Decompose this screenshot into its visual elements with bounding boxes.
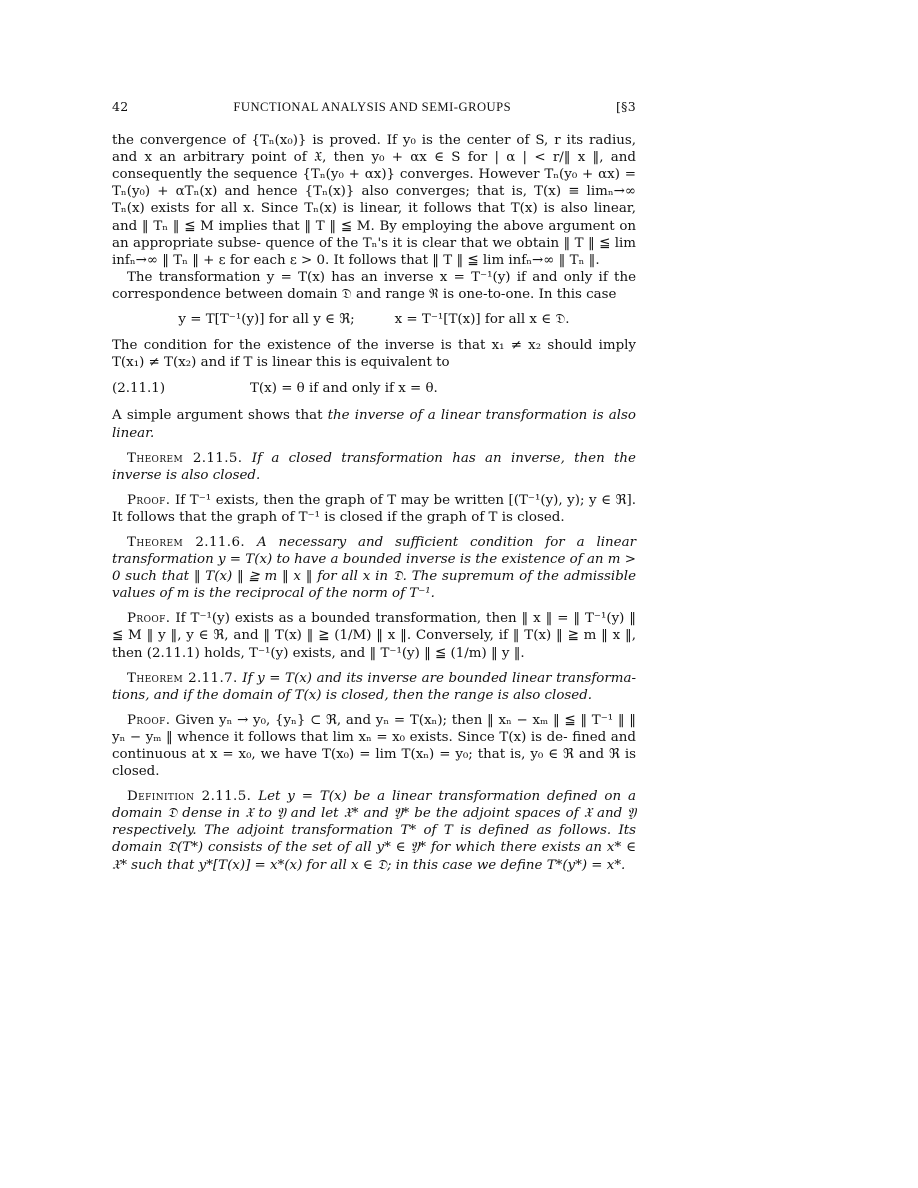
running-title: FUNCTIONAL ANALYSIS AND SEMI-GROUPS — [233, 100, 512, 114]
theorem-line: m ‖ x ‖ for all x in 𝔇. The supremum of the admissible values of m is the reciprocal — [112, 569, 636, 602]
text-line: and ℜ is closed. — [112, 747, 636, 780]
text-line: correspondence between domain 𝔇 and range ℜ is one-to-one. In this case — [112, 286, 617, 302]
italic-statement: the inverse of a linear transformation is also linear. — [112, 408, 636, 441]
text-line: The transformation y = T(x) has an inverse x = T⁻¹(y) if and only if the — [127, 269, 636, 285]
text-line: Since Tₙ(x) is linear, it follows that T(x) is also linear, and ‖ Tₙ ‖ ≦ M implies — [112, 201, 636, 234]
text-line: ‖ T⁻¹ ‖ ‖ yₙ − yₘ ‖ whence it follows that lim xₙ = x₀ exists. Since T(x) is de- — [112, 712, 636, 745]
theorem-line: A necessary and sufficient condition for a linear transformation — [112, 534, 636, 568]
text-line: ‖ T(x) ‖ ≧ m ‖ x ‖, then (2.11.1) holds, T⁻¹(y) exists, and ‖ T⁻¹(y) ‖ ≦ — [112, 628, 637, 661]
text-line: The condition for the existence of the inverse is that x₁ ≠ x₂ should imply — [112, 338, 636, 354]
theorem-label: Theorem 2.11.5. — [127, 450, 243, 466]
proof-block — [112, 610, 636, 661]
theorem-2-11-7 — [112, 670, 636, 704]
theorem-line: If y = T(x) and its inverse are bounded linear transforma- — [242, 670, 636, 686]
book-page — [112, 98, 636, 874]
theorem-label: Theorem 2.11.7. — [127, 670, 238, 686]
theorem-line: of the norm of T⁻¹. — [308, 586, 435, 602]
definition-line: The adjoint transformation T* of T is defined as follows. Its domain 𝔇(T*) consists — [112, 823, 636, 856]
paragraph-convergence — [112, 132, 636, 269]
text-line: the sequence {Tₙ(y₀ + αx)} converges. However Tₙ(y₀ + αx) = Tₙ(y₀) + αTₙ(x) — [112, 167, 636, 200]
proof-label: Proof. — [127, 492, 171, 508]
paragraph-simple-argument — [112, 407, 636, 441]
paragraph-inverse — [112, 269, 636, 303]
display-equation — [112, 311, 636, 328]
section-marker: [§3 — [616, 99, 636, 114]
definition-line: 𝔇 dense in 𝔛 to 𝔜 and let 𝔛* and 𝔜* be the adjoint spaces of 𝔛 and 𝔜 respectively. — [112, 806, 636, 839]
theorem-2-11-5 — [112, 450, 636, 484]
theorem-line: tions, and if the domain of T(x) is closed, then the range is also closed. — [112, 687, 593, 703]
paragraph-condition — [112, 337, 636, 371]
theorem-line: also closed. — [181, 467, 261, 483]
page-number: 42 — [112, 99, 129, 114]
text-line: an arbitrary point of 𝔛, then y₀ + αx ∈ S for | α | < r/‖ x ‖, and consequently — [112, 150, 636, 183]
definition-2-11-5 — [112, 788, 636, 873]
theorem-line: If a closed transformation has an inverse, then the inverse is — [112, 450, 636, 483]
text-line: T(x₁) ≠ T(x₂) and if T is linear this is equivalent to — [112, 355, 450, 371]
text-line: Given yₙ → y₀, {yₙ} ⊂ ℜ, and yₙ = T(xₙ); then ‖ xₙ − xₘ ‖ ≦ — [175, 712, 576, 728]
theorem-label: Theorem 2.11.6. — [127, 534, 246, 550]
proof-label: Proof. — [127, 611, 171, 627]
text-line: that ‖ T ‖ ≦ M. By employing the above argument on an appropriate subse- — [112, 218, 636, 251]
definition-line: of the set of all y* ∈ 𝔜* for which there exists an x* ∈ 𝔛* such that y*[T(x)] = — [112, 840, 636, 873]
text-line: each ε > 0. It follows that ‖ T ‖ ≦ lim infₙ→∞ ‖ Tₙ ‖. — [253, 252, 600, 268]
theorem-2-11-6 — [112, 534, 636, 602]
text-line: If T⁻¹ exists, then the graph of T may be written [(T⁻¹(y), y); y ∈ ℜ]. — [175, 492, 636, 508]
proof-block — [112, 712, 636, 780]
text-line: ‖ T⁻¹(y) ‖ ≦ M ‖ y ‖, y ∈ ℜ, and ‖ T(x) ‖ ≧ (1/M) ‖ x ‖. Conversely, if — [112, 611, 636, 644]
running-header — [112, 98, 636, 116]
text-run: A simple argument shows that — [112, 408, 328, 424]
definition-line: Let y = T(x) be a linear transformation defined on a domain — [112, 789, 636, 822]
text-line: quence of the Tₙ's it is clear that we obtain ‖ T ‖ ≦ lim infₙ→∞ ‖ Tₙ ‖ + ε for — [112, 235, 636, 268]
text-line: It follows that the graph of T⁻¹ is closed if the graph of T is closed. — [112, 509, 565, 525]
text-line: and hence {Tₙ(x)} also converges; that is, T(x) ≡ limₙ→∞ Tₙ(x) exists for all x. — [112, 184, 636, 217]
equation-body: T(x) = θ if and only if x = θ. — [250, 381, 438, 397]
text-line: (1/m) ‖ y ‖. — [450, 645, 525, 661]
text-line: fined and continuous at x = x₀, we have T(x₀) = lim T(xₙ) = y₀; that is, y₀ ∈ ℜ — [112, 729, 636, 762]
equation-number: (2.11.1) — [112, 381, 166, 397]
equation-left: y = T[T⁻¹(y)] for all y ∈ ℜ; — [178, 312, 355, 328]
text-line: If T⁻¹(y) exists as a bounded transformation, then ‖ x ‖ = — [175, 611, 569, 627]
proof-label: Proof. — [127, 712, 171, 728]
definition-label: Definition 2.11.5. — [127, 789, 252, 805]
proof-block — [112, 492, 636, 526]
theorem-line: y = T(x) to have a bounded inverse is the existence of an m > 0 such that ‖ T(x) ‖ ≧ — [112, 552, 636, 585]
text-line: the convergence of {Tₙ(x₀)} is proved. If y₀ is the center of S, r its radius, and x — [112, 133, 636, 166]
definition-line: x*(x) for all x ∈ 𝔇; in this case we define T*(y*) = x*. — [270, 857, 626, 873]
numbered-equation — [112, 380, 636, 397]
equation-right: x = T⁻¹[T(x)] for all x ∈ 𝔇. — [394, 312, 570, 328]
